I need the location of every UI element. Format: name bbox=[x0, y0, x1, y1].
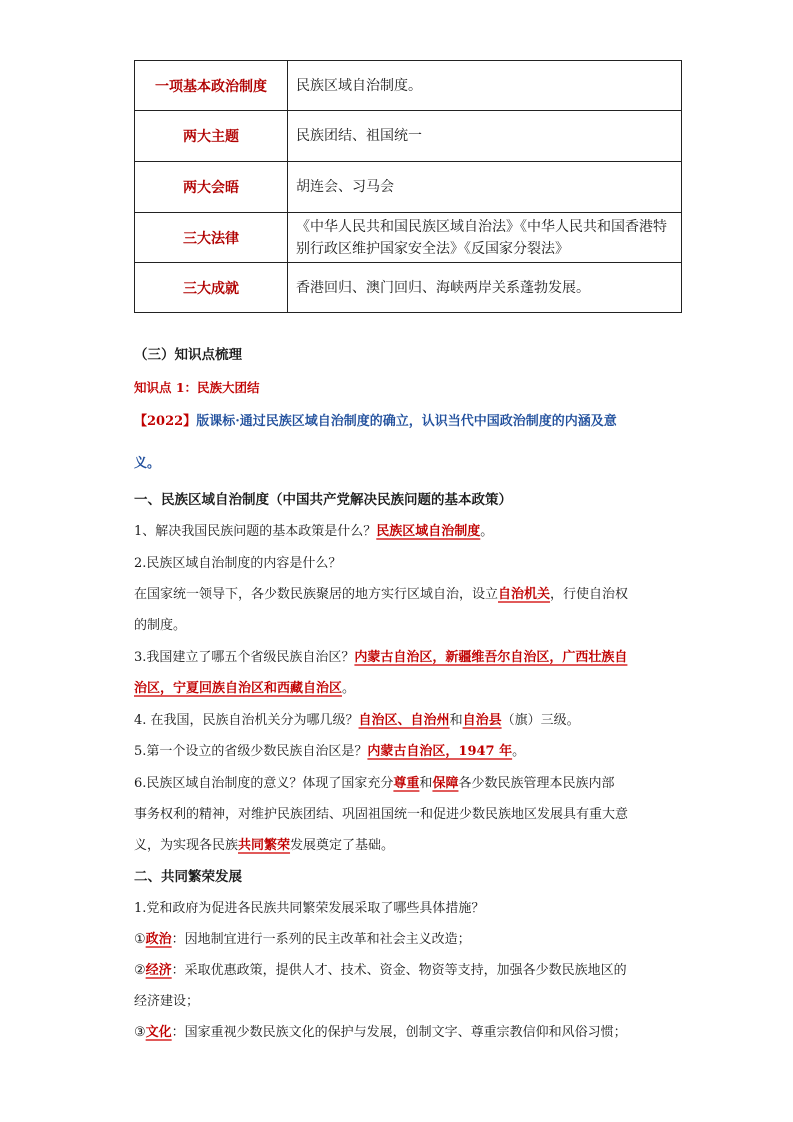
curriculum-text-cont: 义。 bbox=[134, 456, 161, 471]
table-value: 胡连会、习马会 bbox=[288, 162, 682, 213]
knowledge-point-title: 知识点 1：民族大团结 bbox=[134, 380, 260, 395]
table-key: 一项基本政治制度 bbox=[135, 61, 288, 111]
answer-2-cont: 的制度。 bbox=[134, 618, 187, 633]
section-heading: （三）知识点梳理 bbox=[134, 347, 242, 363]
question-6 bbox=[134, 775, 674, 793]
question-text: 4. 在我国，民族自治机关分为哪几级？ bbox=[134, 713, 359, 728]
question-6-line-2: 事务权利的精神，对维护民族团结、巩固祖国统一和促进少数民族地区发展具有重大意 bbox=[134, 807, 629, 822]
answer-text-pre: 义，为实现各民族 bbox=[134, 838, 239, 853]
question-text: 6.民族区域自治制度的意义？体现了国家充分 bbox=[134, 776, 394, 791]
answer-text: 自治区、自治州 bbox=[358, 713, 450, 728]
question-text: 1、解决我国民族问题的基本政策是什么？ bbox=[134, 524, 377, 539]
measure-text: ：采取优惠政策，提供人才、技术、资金、物资等支持，加强各少数民族地区的 bbox=[171, 963, 627, 978]
answer-2 bbox=[134, 586, 674, 604]
table-value: 香港回归、澳门回归、海峡两岸关系蓬勃发展。 bbox=[288, 263, 682, 313]
answer-text: 内蒙古自治区，新疆维吾尔自治区，广西壮族自 bbox=[354, 650, 628, 665]
question-text: 5.第一个设立的省级少数民族自治区是？ bbox=[134, 744, 368, 759]
measure-label: 政治 bbox=[145, 932, 172, 947]
table-row bbox=[135, 162, 682, 213]
table-key: 两大会晤 bbox=[135, 162, 288, 213]
conjunction: 和 bbox=[449, 713, 463, 728]
curriculum-text: 版课标·通过民族区域自治制度的确立，认识当代中国政治制度的内涵及意 bbox=[196, 414, 617, 429]
answer-text-post: ，行使自治权 bbox=[550, 587, 629, 602]
table-key: 两大主题 bbox=[135, 111, 288, 162]
measure-economy-cont: 经济建设； bbox=[134, 994, 200, 1009]
summary-table bbox=[134, 60, 682, 313]
conjunction: 和 bbox=[419, 776, 433, 791]
question-1 bbox=[134, 523, 674, 541]
answer-text: 治区，宁夏回族自治区和西藏自治区 bbox=[134, 681, 343, 696]
question-3 bbox=[134, 649, 674, 667]
punct: 。 bbox=[512, 744, 526, 759]
question-5 bbox=[134, 743, 674, 761]
table-row bbox=[135, 263, 682, 313]
curriculum-standard bbox=[134, 413, 674, 431]
table-row bbox=[135, 213, 682, 263]
question-3-cont bbox=[134, 680, 674, 698]
table-key: 三大成就 bbox=[135, 263, 288, 313]
question-4 bbox=[134, 712, 674, 730]
answer-text: 尊重 bbox=[393, 776, 420, 791]
punct: 。 bbox=[480, 524, 494, 539]
table-row bbox=[135, 111, 682, 162]
table-row bbox=[135, 61, 682, 111]
section-title-2: 二、共同繁荣发展 bbox=[134, 869, 242, 885]
question-6-line-3 bbox=[134, 837, 674, 855]
measure-economy bbox=[134, 962, 674, 980]
table-key: 三大法律 bbox=[135, 213, 288, 263]
answer-text: 内蒙古自治区，1947 年 bbox=[367, 744, 513, 759]
measure-text: ：国家重视少数民族文化的保护与发展，创制文字、尊重宗教信仰和风俗习惯； bbox=[171, 1025, 627, 1040]
answer-text-pre: 在国家统一领导下，各少数民族聚居的地方实行区域自治，设立 bbox=[134, 587, 499, 602]
question-2: 2.民族区域自治制度的内容是什么？ bbox=[134, 556, 342, 571]
answer-text: 共同繁荣 bbox=[238, 838, 291, 853]
measure-text: ：因地制宜进行一系列的民主改革和社会主义改造； bbox=[171, 932, 471, 947]
circled-number: ① bbox=[134, 932, 146, 947]
answer-text-post: 各少数民族管理本民族内部 bbox=[458, 776, 615, 791]
answer-text: 自治机关 bbox=[498, 587, 551, 602]
answer-text: 民族区域自治制度 bbox=[376, 524, 481, 539]
curriculum-tag: 【2022】 bbox=[134, 414, 197, 429]
table-value: 《中华人民共和国民族区域自治法》《中华人民共和国香港特别行政区维护国家安全法》《反国家分裂法》 bbox=[288, 213, 682, 263]
question-text: 3.我国建立了哪五个省级民族自治区？ bbox=[134, 650, 355, 665]
measure-culture bbox=[134, 1024, 674, 1042]
answer-text-post: 发展奠定了基础。 bbox=[290, 838, 395, 853]
answer-text: 自治县 bbox=[462, 713, 502, 728]
circled-number: ② bbox=[134, 963, 146, 978]
measure-politics bbox=[134, 931, 674, 949]
table-value: 民族团结、祖国统一 bbox=[288, 111, 682, 162]
circled-number: ③ bbox=[134, 1025, 146, 1040]
s2-question-1: 1.党和政府为促进各民族共同繁荣发展采取了哪些具体措施？ bbox=[134, 901, 485, 916]
punct: 。 bbox=[342, 681, 356, 696]
answer-text: 保障 bbox=[432, 776, 459, 791]
answer-text-post: （旗）三级。 bbox=[501, 713, 580, 728]
measure-label: 经济 bbox=[145, 963, 172, 978]
table-value: 民族区域自治制度。 bbox=[288, 61, 682, 111]
section-title-1: 一、民族区域自治制度（中国共产党解决民族问题的基本政策） bbox=[134, 492, 512, 508]
measure-label: 文化 bbox=[145, 1025, 172, 1040]
